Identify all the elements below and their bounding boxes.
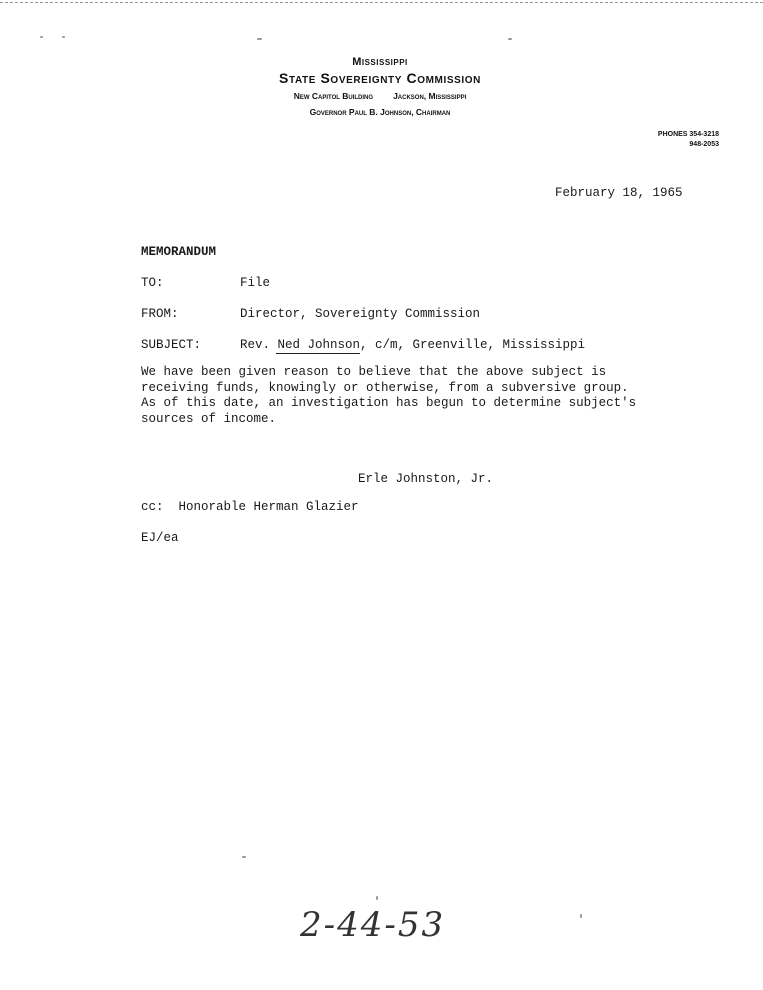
- from-label: FROM:: [141, 307, 179, 321]
- scan-speck: [257, 38, 262, 40]
- memo-title: MEMORANDUM: [141, 245, 217, 259]
- typist-initials: EJ/ea: [141, 531, 179, 545]
- scan-speck: [376, 896, 378, 900]
- subject-value: Rev. Ned Johnson, c/m, Greenville, Mississippi: [240, 338, 586, 352]
- scan-speck: [40, 36, 43, 38]
- scan-speck: [242, 856, 246, 858]
- top-border: [0, 2, 763, 3]
- phone-line-2: 948-2053: [689, 141, 719, 148]
- subject-underline-mark: [276, 353, 360, 354]
- letterhead: [200, 55, 560, 120]
- letterhead-chairman: Governor Paul B. Johnson, Chairman: [309, 107, 451, 117]
- from-value: Director, Sovereignty Commission: [240, 307, 481, 321]
- cc-line: cc: Honorable Herman Glazier: [141, 500, 359, 514]
- scan-speck: [580, 914, 582, 918]
- phone-line-1: PHONES 354-3218: [657, 131, 719, 138]
- subject-label: SUBJECT:: [141, 338, 202, 352]
- letterhead-city: Jackson, Mississippi: [393, 91, 467, 101]
- memo-date: February 18, 1965: [555, 186, 683, 200]
- letterhead-address: [200, 88, 560, 104]
- scan-speck: [62, 36, 65, 38]
- letterhead-commission: State Sovereignty Commission: [279, 70, 481, 86]
- signature: Erle Johnston, Jr.: [358, 472, 494, 486]
- memo-body: We have been given reason to believe that the above subject is receiving funds, knowingly or otherwise, from a subversive group. As of this date, an investigation has begun to determine subject's sources of income.: [141, 365, 637, 426]
- phone-numbers: [658, 130, 719, 150]
- handwritten-file-number: 2-44-53: [300, 905, 446, 945]
- to-value: File: [240, 276, 271, 290]
- to-label: TO:: [141, 276, 164, 290]
- letterhead-state: Mississippi: [352, 56, 408, 68]
- letterhead-building: New Capitol Building: [293, 91, 374, 101]
- scan-speck: [508, 38, 512, 40]
